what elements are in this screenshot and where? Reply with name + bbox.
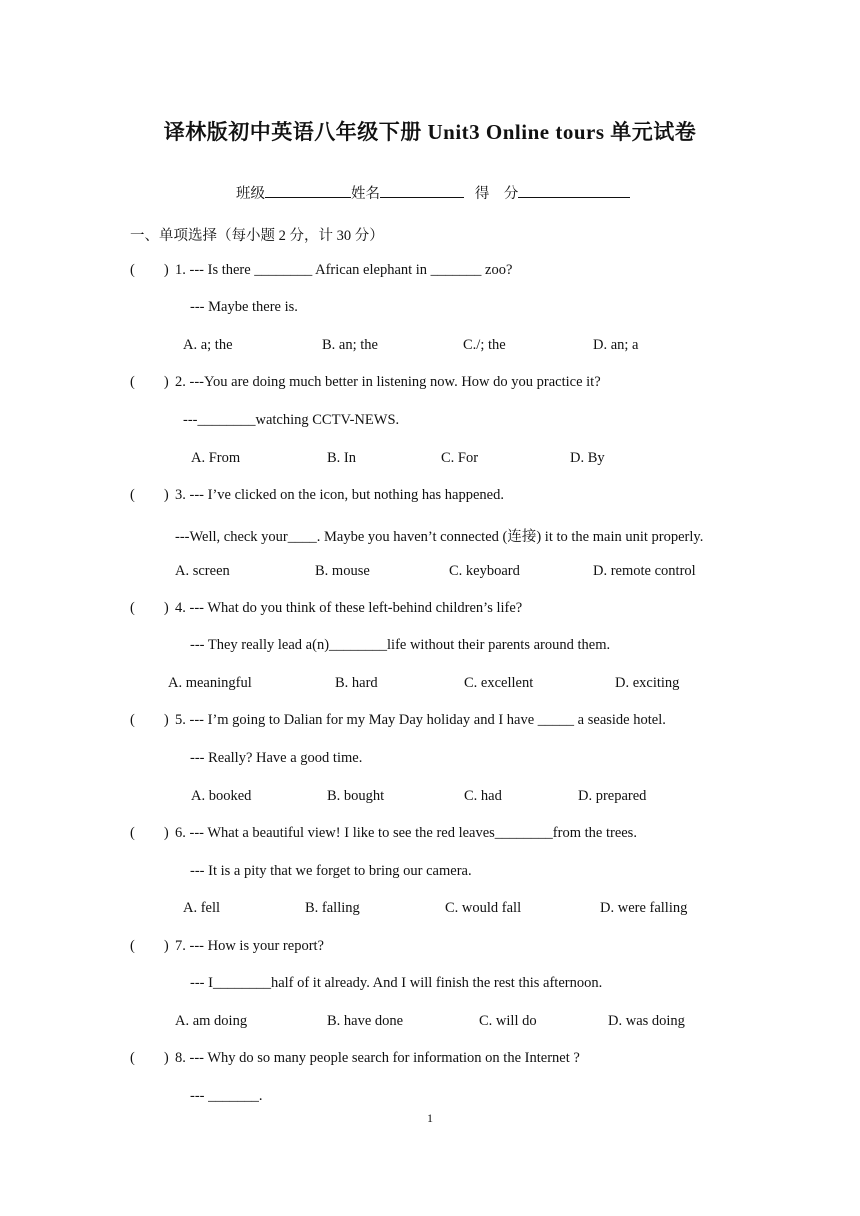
option-c[interactable]: C. will do	[479, 1013, 537, 1029]
question-text: 2. ---You are doing much better in listening now. How do you practice it?	[175, 374, 601, 390]
option-d[interactable]: D. were falling	[600, 900, 688, 916]
question-reply: --- It is a pity that we forget to bring our camera.	[190, 863, 472, 879]
option-c[interactable]: C. excellent	[464, 675, 534, 691]
option-d[interactable]: D. was doing	[608, 1013, 685, 1029]
option-b[interactable]: B. mouse	[315, 563, 370, 579]
question-reply: --- Maybe there is.	[190, 299, 298, 315]
question-reply: --- _______.	[190, 1088, 263, 1104]
name-blank	[380, 182, 464, 198]
question-text: 6. --- What a beautiful view! I like to see the red leaves________from the trees.	[175, 825, 637, 841]
page-number: 1	[427, 1111, 433, 1125]
section-heading: 一、单项选择（每小题 2 分，计 30 分）	[130, 228, 384, 244]
question-reply: --- I________half of it already. And I will finish the rest this afternoon.	[190, 975, 603, 991]
question-text: 4. --- What do you think of these left-behind children’s life?	[175, 600, 523, 616]
answer-bracket[interactable]: ( )	[130, 262, 169, 278]
option-a[interactable]: A. booked	[191, 788, 252, 804]
option-a[interactable]: A. screen	[175, 563, 230, 579]
page-title: 译林版初中英语八年级下册 Unit3 Online tours 单元试卷	[163, 120, 697, 144]
option-c[interactable]: C./; the	[463, 337, 506, 353]
option-b[interactable]: B. hard	[335, 675, 378, 691]
option-a[interactable]: A. am doing	[175, 1013, 248, 1029]
option-a[interactable]: A. a; the	[183, 337, 233, 353]
question-text: 1. --- Is there ________ African elephant in _______ zoo?	[175, 262, 513, 278]
question-text: 5. --- I’m going to Dalian for my May Day holiday and I have _____ a seaside hotel.	[175, 712, 666, 728]
option-c[interactable]: C. would fall	[445, 900, 522, 916]
option-c[interactable]: C. keyboard	[449, 563, 520, 579]
option-d[interactable]: D. an; a	[593, 337, 639, 353]
question-reply: ---Well, check your____. Maybe you haven’t connected (连接) it to the main unit properly.	[175, 529, 704, 545]
answer-bracket[interactable]: ( )	[130, 825, 169, 841]
option-b[interactable]: B. In	[327, 450, 356, 466]
question-reply: --- They really lead a(n)________life without their parents around them.	[190, 637, 611, 653]
option-c[interactable]: C. For	[441, 450, 479, 466]
option-b[interactable]: B. have done	[327, 1013, 404, 1029]
question-text: 7. --- How is your report?	[175, 938, 324, 954]
option-b[interactable]: B. falling	[305, 900, 360, 916]
option-a[interactable]: A. From	[191, 450, 241, 466]
question-reply: --- Really? Have a good time.	[190, 750, 363, 766]
option-d[interactable]: D. exciting	[615, 675, 680, 691]
name-label: 姓名	[351, 186, 380, 202]
answer-bracket[interactable]: ( )	[130, 600, 169, 616]
question-text: 8. --- Why do so many people search for information on the Internet ?	[175, 1050, 580, 1066]
option-d[interactable]: D. remote control	[593, 563, 696, 579]
score-label: 得 分	[474, 186, 519, 202]
answer-bracket[interactable]: ( )	[130, 374, 169, 390]
answer-bracket[interactable]: ( )	[130, 938, 169, 954]
option-c[interactable]: C. had	[464, 788, 502, 804]
question-text: 3. --- I’ve clicked on the icon, but nothing has happened.	[175, 487, 504, 503]
option-b[interactable]: B. an; the	[322, 337, 378, 353]
option-b[interactable]: B. bought	[327, 788, 385, 804]
option-a[interactable]: A. meaningful	[168, 675, 252, 691]
option-a[interactable]: A. fell	[183, 900, 221, 916]
score-blank	[518, 182, 630, 198]
answer-bracket[interactable]: ( )	[130, 1050, 169, 1066]
answer-bracket[interactable]: ( )	[130, 487, 169, 503]
class-blank	[265, 182, 351, 198]
question-reply: ---________watching CCTV-NEWS.	[183, 412, 400, 428]
student-info-line	[236, 182, 630, 203]
class-label: 班级	[236, 186, 265, 202]
option-d[interactable]: D. prepared	[578, 788, 647, 804]
option-d[interactable]: D. By	[570, 450, 605, 466]
answer-bracket[interactable]: ( )	[130, 712, 169, 728]
